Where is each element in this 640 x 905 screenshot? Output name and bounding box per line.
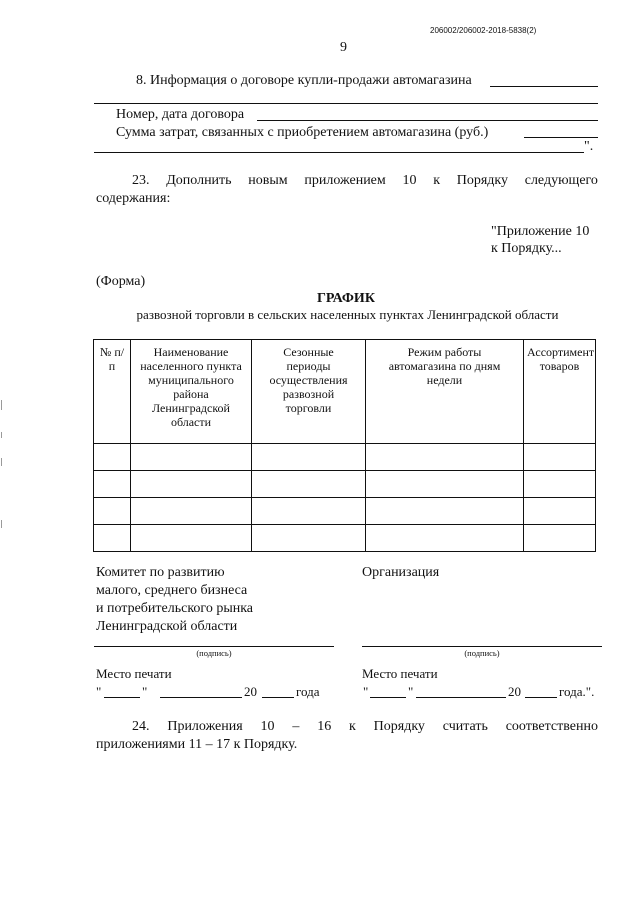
document-id: 206002/206002-2018-5838(2) (430, 26, 537, 35)
table-cell (252, 498, 366, 525)
date-left-month-line (160, 697, 242, 698)
schedule-subtitle (0, 307, 640, 323)
table-row (94, 525, 596, 552)
date-left-tail: года (296, 684, 320, 699)
header-working-hours: Режим работы автомагазина по дням недели (366, 340, 524, 444)
committee-line: Ленинградской области (96, 619, 238, 634)
fill-line-full (94, 103, 598, 104)
fill-line-store-info (490, 86, 598, 87)
schedule-subtitle-text: развозной торговли в сельских населенных пунктах Ленинградской области (136, 307, 559, 322)
date-left-year-line (262, 697, 294, 698)
item-24-word: соответственно (505, 719, 598, 734)
date-right-year: 20 (508, 684, 521, 699)
committee-line: и потребительского рынка (96, 601, 254, 616)
item-23-word: 23. (132, 173, 150, 188)
table-cell (524, 471, 596, 498)
table-cell (366, 498, 524, 525)
item-24-word: – (292, 719, 300, 734)
item-23-line-1 (132, 172, 598, 189)
header-settlement: Наименование населенного пункта муниципального района Ленинградской области (131, 340, 252, 444)
table-cell (252, 444, 366, 471)
table-header-row (94, 340, 596, 444)
item-24-word: 10 (260, 719, 275, 734)
signature-line-left (94, 646, 334, 647)
item-24-word: 24. (132, 719, 150, 734)
table-cell (94, 471, 131, 498)
date-left-year: 20 (244, 684, 257, 699)
schedule-title-text: ГРАФИК (317, 291, 375, 306)
header-seasonal-periods: Сезонные периоды осуществления развозной торговли (252, 340, 366, 444)
scan-mark (1, 458, 2, 466)
date-left-quote-close: " (142, 684, 148, 699)
seal-place-right: Место печати (362, 666, 438, 681)
table-cell (524, 525, 596, 552)
table-cell (131, 444, 252, 471)
table-row (94, 444, 596, 471)
table-cell (94, 525, 131, 552)
table-cell (131, 525, 252, 552)
date-right-month-line (416, 697, 506, 698)
date-left-day-line (104, 697, 140, 698)
scan-mark (1, 520, 2, 528)
scan-mark (1, 432, 2, 438)
table-row (94, 498, 596, 525)
signature-caption-right: (подпись) (464, 648, 500, 658)
form-label: (Форма) (96, 274, 146, 289)
item-23-word: приложением (304, 173, 386, 188)
schedule-title (0, 290, 640, 307)
committee-line: Комитет по развитию (96, 565, 225, 580)
item-23-word: к (433, 173, 441, 188)
section-8-title: 8. Информация о договоре купли-продажи автомагазина (136, 73, 472, 88)
table-cell (366, 471, 524, 498)
date-left-quote-open: " (96, 684, 102, 699)
item-24-word: 16 (317, 719, 332, 734)
item-23-word: новым (248, 173, 288, 188)
cost-label: Сумма затрат, связанных с приобретением автомагазина (руб.) (116, 125, 489, 140)
contract-label: Номер, дата договора (116, 107, 245, 122)
header-assortment: Ассортимент товаров (524, 340, 596, 444)
table-cell (94, 444, 131, 471)
item-24-word: считать (442, 719, 488, 734)
item-23-word: Порядку (456, 173, 509, 188)
organization-label: Организация (362, 565, 440, 580)
fill-line-contract (257, 120, 598, 121)
table-cell (131, 471, 252, 498)
date-right-tail: года.". (559, 684, 595, 699)
item-23-word: Дополнить (166, 173, 232, 188)
table-cell (252, 471, 366, 498)
item-23-word: 10 (402, 173, 417, 188)
fill-line-cost-continued (94, 152, 584, 153)
table-cell (94, 498, 131, 525)
item-24-word: Приложения (167, 719, 243, 734)
page-number: 9 (340, 40, 347, 55)
table-row (94, 471, 596, 498)
item-23-line-2: содержания: (96, 191, 171, 206)
item-24-word: Порядку (373, 719, 425, 734)
date-right-quote-open: " (363, 684, 369, 699)
seal-place-left: Место печати (96, 666, 172, 681)
schedule-table (93, 339, 596, 552)
item-24-line-1 (132, 718, 598, 735)
table-cell (366, 444, 524, 471)
scan-mark (1, 400, 2, 410)
header-number: № п/п (94, 340, 131, 444)
table-cell (524, 444, 596, 471)
appendix-title: "Приложение 10 (491, 224, 590, 239)
table-cell (131, 498, 252, 525)
committee-line: малого, среднего бизнеса (96, 583, 248, 598)
date-right-quote-close: " (408, 684, 414, 699)
appendix-subtitle: к Порядку... (491, 241, 562, 256)
item-23-word: следующего (524, 173, 598, 188)
signature-line-right (362, 646, 602, 647)
item-24-line-2: приложениями 11 – 17 к Порядку. (96, 737, 298, 752)
table-cell (524, 498, 596, 525)
date-right-year-line (525, 697, 557, 698)
table-cell (252, 525, 366, 552)
signature-caption-left: (подпись) (196, 648, 232, 658)
item-24-word: к (349, 719, 356, 734)
table-cell (366, 525, 524, 552)
closing-quote: ". (584, 139, 594, 154)
committee-block (96, 564, 253, 636)
date-right-day-line (370, 697, 406, 698)
